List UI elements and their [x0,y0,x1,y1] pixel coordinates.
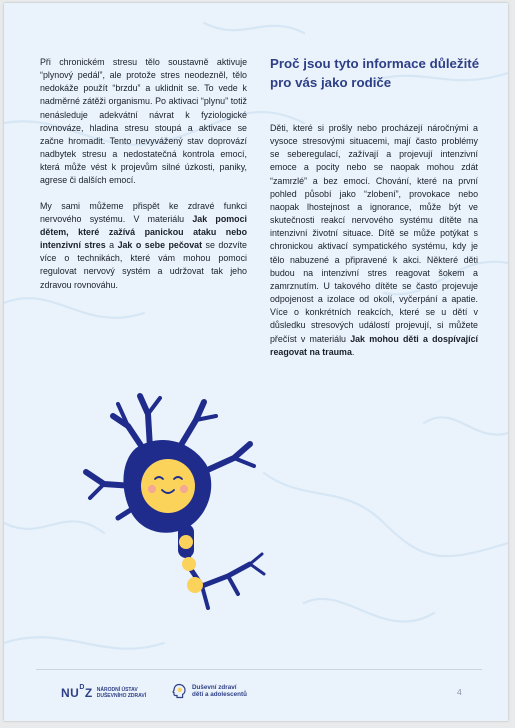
left-paragraph-2: My sami můžeme přispět ke zdravé funkci nervového systému. V materiálu Jak pomoci dětem, které zažívá panickou ataku nebo intenzivní stres a Jak o sebe pečovat se dozvíte více o technikách, které vám mohou pomoci regulovat nervový systém a udržovat tak jeho zdravou rovnováhu. [40,200,247,290]
head-silhouette-icon [171,683,187,699]
link-text-trauma: Jak mohou děti a dospívající reagovat na trauma [270,333,478,357]
section-heading: Proč jsou tyto informace důležité pro vás jako rodiče [270,56,480,90]
right-column [270,122,478,359]
right-paragraph: Děti, které si prošly nebo procházejí náročnými a vysoce stresovými situacemi, mají často problémy se seberegulací, zažívají a projevují intenzivní emoce a pocity nebo se naopak mohou zdát “zamrzlé” a bez emocí. Chování, které na první pohled působí jako “zlobení”, provokace nebo naopak lhostejnost a ignorance, může být ve skutečnosti reakcí nervového systému dítěte na intenzivní životní situace. Dítě se může potýkat s chronickou aktivací sympatického systému, kdy je tělo nabuzené a připravené k akci. Některé děti budou na intenzivní stres reagovat šokem a zamrznutím. U takového dítěte se často projevuje odpojenost a izolace od okolí, vyčerpání a apatie. Více o konkrétních reakcích, které se u dětí v důsledku stresových událostí projevují, si můžete přečíst v materiálu Jak mohou děti a dospívající reagovat na trauma. [270,123,478,357]
nudz-logo-mark: $NU^DZ$ [61,684,93,700]
mental-health-logo-text: Duševní zdraví dětí a adolescentů [192,683,247,698]
page-number: 4 [457,687,462,697]
footer-divider [36,669,482,670]
document-page [4,3,508,721]
link-text-panic-attack: Jak pomoci dětem, které zažívá panickou ataku nebo intenzivní stres [40,213,247,251]
nudz-logo [61,683,146,703]
left-paragraph-1: Při chronickém stresu tělo soustavně aktivuje “plynový pedál”, ale protože stres neodezněl, tělo nedokáže použít “brzdu” a uklidnit se. To vede k nadměrné zátěži organismu. Po aktivaci “plynu” totiž nenásleduje adekvátní návrat k fyziologické rovnováze, hladina stresu stoupá a aktivace se začne hromadit. Tento nevyvážený stav doprovází nadbytek stresu a nedostatečná kontrola emocí, která může vést k projevům silné úzkosti, paniky, agrese či dalších emocí. [40,57,247,186]
link-text-self-care: Jak o sebe pečovat [117,240,203,251]
neuron-illustration [78,386,268,614]
left-column [40,56,247,304]
mental-health-logo [171,683,247,699]
nudz-logo-text: NÁRODNÍ ÚSTAV DUŠEVNÍHO ZDRAVÍ [96,687,147,699]
